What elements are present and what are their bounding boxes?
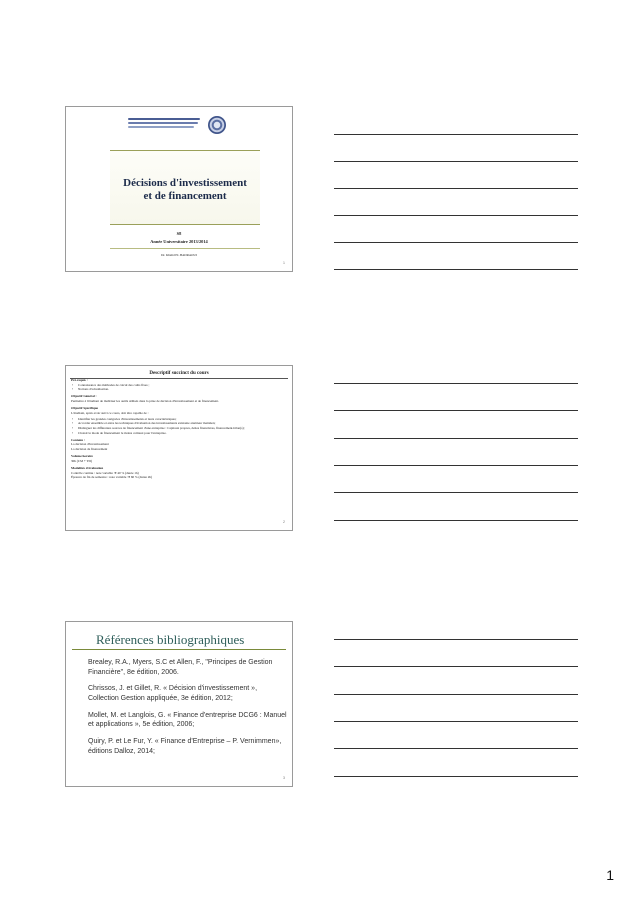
- note-line: [334, 188, 578, 189]
- evaluation-text: Contrôle continu : note variable: [71, 470, 113, 475]
- list-item: • Accorder ensemble et entre les techniques d'évaluation des investissements existante antérieur maintien;: [78, 421, 289, 426]
- content-heading: Contenu :: [71, 437, 86, 442]
- slide-2-title: Descriptif succinct du cours: [149, 371, 209, 376]
- list-item: • Connaissance des méthodes de calcul des coûts fixes ;: [78, 383, 289, 388]
- slide-2: [65, 365, 293, 531]
- list-item: • Notions d'actualisation.: [78, 387, 289, 392]
- note-line: [334, 520, 578, 521]
- note-line: [334, 242, 578, 243]
- slide-3-title: Références bibliographiques: [96, 632, 245, 647]
- hours-heading: Volume horaire: [71, 454, 93, 459]
- evaluation-weight: 40 % (durée 1h): [117, 470, 139, 475]
- note-line: [334, 666, 578, 667]
- slide-3: [65, 621, 293, 787]
- reference-item: Chrissos, J. et Gillet, R. « Décision d'investissement », Collection Gestion appliquée, 3e édition, 2012;: [88, 685, 258, 702]
- note-line: [334, 161, 578, 162]
- specific-objective-heading: Objectif Spécifique: [71, 406, 99, 411]
- slide-1-number: 1: [283, 261, 285, 265]
- author: Dr. Khalid EL BADRAOUI: [161, 253, 197, 257]
- academic-year: Année Universitaire 2013/2014: [150, 239, 208, 244]
- arrow-right-icon: ➔: [113, 470, 117, 475]
- note-line: [334, 134, 578, 135]
- slide-1-title-line2: et de financement: [143, 190, 227, 202]
- university-logo: [128, 115, 232, 135]
- slide-1-title-box: [110, 150, 260, 225]
- divider: [110, 248, 260, 249]
- reference-item: Quiry, P. et Le Fur, Y. « Finance d'Entreprise – P. Vernimmen», éditions Dalloz, 2014;: [88, 738, 282, 755]
- slide-2-number: 2: [283, 520, 285, 524]
- note-line: [334, 776, 578, 777]
- logo-text-lines: [128, 118, 202, 132]
- reference-item: Brealey, R.A., Myers, S.C et Allen, F., "Principes de Gestion Financière", 8e édition, 2006.: [88, 659, 273, 676]
- arrow-right-icon: ➔: [127, 475, 130, 480]
- note-line: [334, 215, 578, 216]
- list-item: • Choisir le mode de financement le moins coûteux pour l'entreprise.: [78, 431, 289, 436]
- note-line: [334, 383, 578, 384]
- evaluation-text: Épreuve de fin de semestre : note variable: [71, 475, 127, 480]
- content-item: La décision de financement: [71, 447, 108, 451]
- slide-2-body: [71, 378, 289, 480]
- note-line: [334, 465, 578, 466]
- note-line: [334, 492, 578, 493]
- references-list: [88, 658, 288, 764]
- semester-code: S8: [176, 231, 182, 236]
- university-seal-icon: [208, 116, 226, 134]
- title-underline: [72, 649, 286, 650]
- page-number: 1: [606, 867, 614, 883]
- prereq-list: [71, 383, 289, 392]
- general-objective-text: Permettre à l'étudiant de maîtriser les outils utilisés dans la prise de décision d'investissement et de financement.: [71, 398, 219, 403]
- note-line: [334, 748, 578, 749]
- evaluation-weight: 60 % (durée 2h): [130, 475, 153, 480]
- note-line: [334, 694, 578, 695]
- prereq-heading: Pré-requis :: [71, 378, 88, 382]
- content-item: La décision d'investissement: [71, 442, 109, 447]
- list-item: • Distinguer les différentes sources de financement d'une entreprise : Capitaux propres, dettes financières, financement-bilan(s);: [78, 426, 289, 431]
- hours-text: 30h (CM + TD): [71, 458, 92, 463]
- reference-item: Mollet, M. et Langlois, G. « Finance d'entreprise DCG6 : Manuel et applications », 5e édition, 2006;: [88, 711, 287, 729]
- specific-objective-list: [71, 417, 289, 435]
- general-objective-heading: Objectif Général :: [71, 394, 97, 399]
- note-line: [334, 438, 578, 439]
- slide-1-title-line1: Décisions d'investissement: [123, 177, 247, 189]
- evaluation-heading: Modalités d'évaluation: [71, 465, 104, 470]
- evaluation-row: [71, 475, 289, 480]
- specific-objective-intro: L'étudiant, après avoir suivi ce cours, doit être capable de :: [71, 410, 149, 415]
- slide-1: [65, 106, 293, 272]
- note-line: [334, 410, 578, 411]
- note-line: [334, 721, 578, 722]
- list-item: • Identifier les grandes catégories d'investissements et leurs caractéristiques;: [78, 417, 289, 422]
- note-line: [334, 639, 578, 640]
- note-line: [334, 269, 578, 270]
- slide-3-number: 3: [283, 776, 285, 780]
